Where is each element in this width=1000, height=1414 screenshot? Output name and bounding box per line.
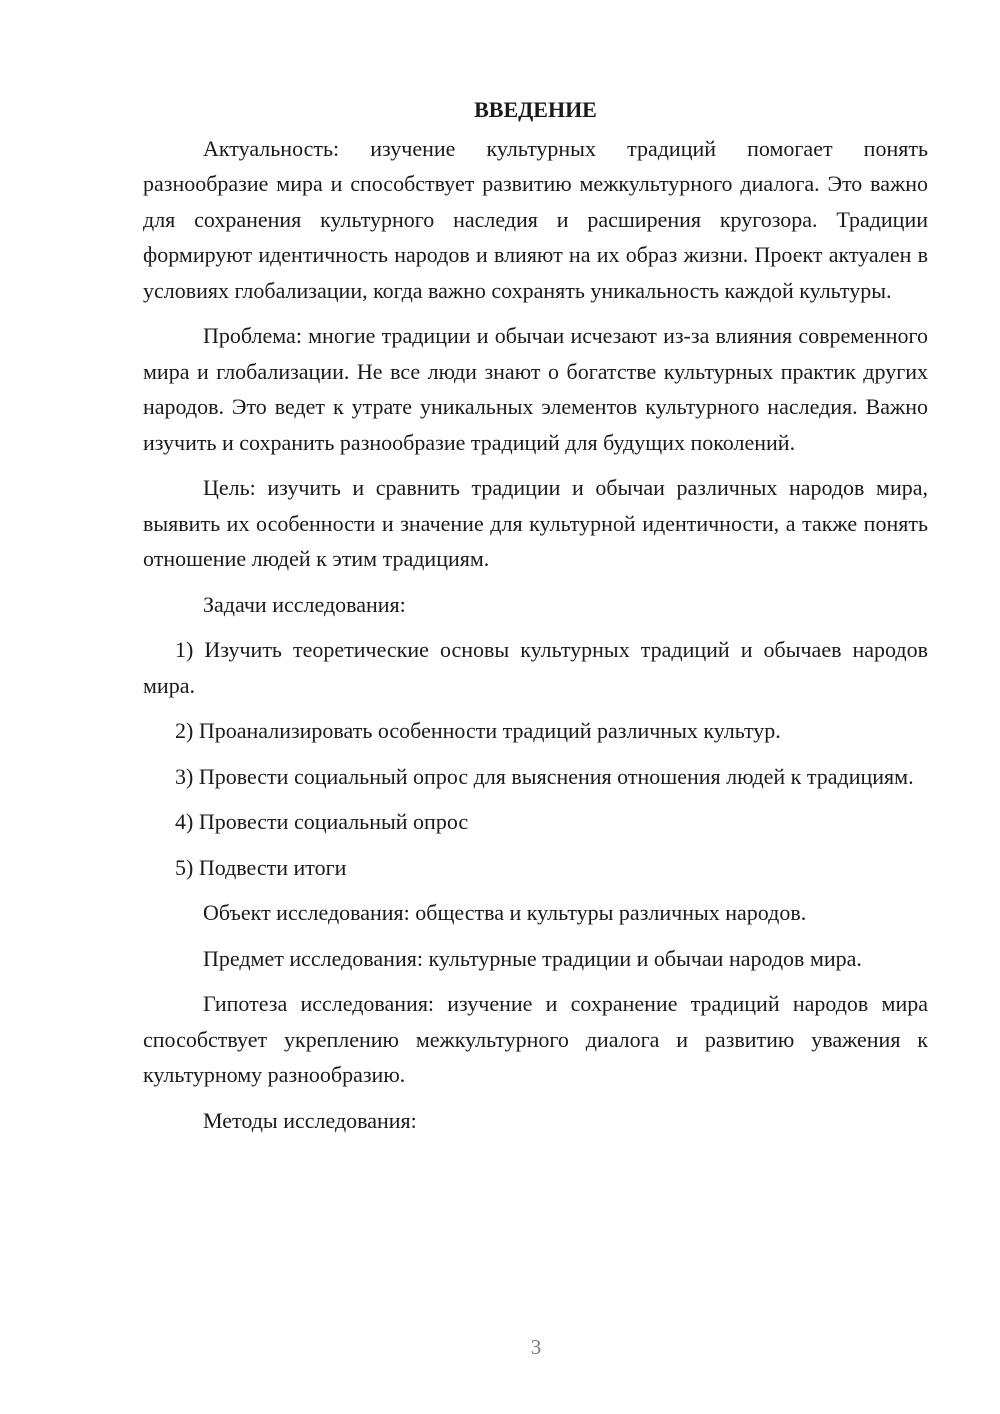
document-page xyxy=(143,92,928,1138)
page-title: ВВЕДЕНИЕ xyxy=(474,97,597,122)
page-number: 3 xyxy=(530,1335,542,1359)
task-item-4: 4) Провести социальный опрос xyxy=(175,809,469,834)
paragraph-methods: Методы исследования: xyxy=(203,1107,417,1133)
paragraph-object: Объект исследования: общества и культуры различных народов. xyxy=(203,900,807,925)
task-item-2: 2) Проанализировать особенности традиций различных культур. xyxy=(175,718,781,743)
paragraph-subject: Предмет исследования: культурные традиции и обычаи народов мира. xyxy=(203,945,862,971)
paragraph-problem: Проблема: многие традиции и обычаи исчезают из-за влияния современного мира и глобализации. Не все люди знают о богатстве культурных практик других народов. Это ведет к утрате уникальных элементов культурного наследия. Важно изучить и сохранить разнообразие традиций для будущих поколений. xyxy=(143,323,928,455)
paragraph-relevance: Актуальность: изучение культурных традиций помогает понять разнообразие мира и способствует развитию межкультурного диалога. Это важно для сохранения культурного наследия и расширения кругозора. Традиции формируют идентичность народов и влияют на их образ жизни. Проект актуален в условиях глобализации, когда важно сохранять уникальность каждой культуры. xyxy=(143,135,928,303)
tasks-heading: Задачи исследования: xyxy=(203,591,406,617)
paragraph-hypothesis: Гипотеза исследования: изучение и сохранение традиций народов мира способствует укреплению межкультурного диалога и развитию уважения к культурному разнообразию. xyxy=(143,991,928,1087)
task-item-1: 1) Изучить теоретические основы культурных традиций и обычаев народов мира. xyxy=(143,637,928,698)
task-item-3: 3) Провести социальный опрос для выяснения отношения людей к традициям. xyxy=(175,763,914,789)
paragraph-goal: Цель: изучить и сравнить традиции и обычаи различных народов мира, выявить их особенности и значение для культурной идентичности, а также понять отношение людей к этим традициям. xyxy=(143,475,928,571)
task-item-5: 5) Подвести итоги xyxy=(175,854,347,880)
